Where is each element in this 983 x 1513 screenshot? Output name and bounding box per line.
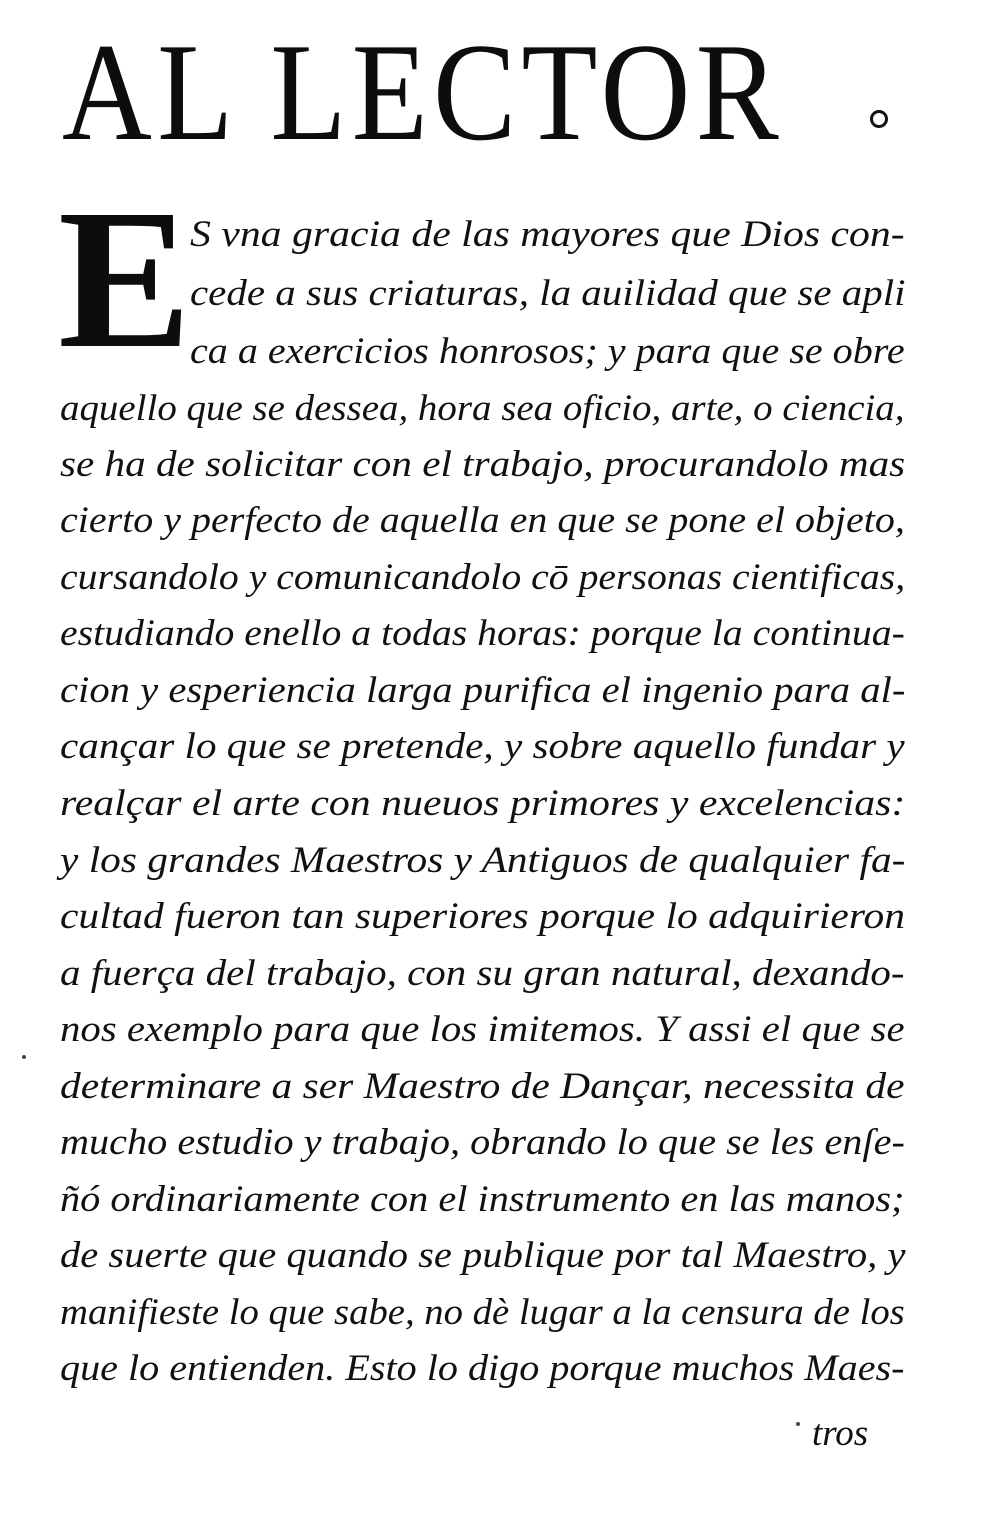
title-ornament-dot <box>870 110 888 128</box>
text-line-19: de suerte que quando se publique por tal Maestro, y <box>60 1235 906 1276</box>
page-title: AL LECTOR <box>62 15 785 170</box>
text-line-17: mucho estudio y trabajo, obrando lo que se les enſe- <box>60 1122 905 1163</box>
text-line-13: cultad fueron tan superiores porque lo adquirieron <box>60 896 905 937</box>
text-line-5: se ha de solicitar con el trabajo, procurandolo mas <box>60 444 906 485</box>
text-line-11: realçar el arte con nueuos primores y excelencias: <box>60 783 906 824</box>
print-speck <box>22 1055 26 1059</box>
text-line-9: cion y esperiencia larga purifica el ingenio para al- <box>60 670 906 711</box>
text-line-4: aquello que se dessea, hora sea oficio, arte, o ciencia, <box>60 388 905 429</box>
text-line-15: nos exemplo para que los imitemos. Y assi el que se <box>60 1009 905 1050</box>
text-line-2: cede a sus criaturas, la auilidad que se apli <box>190 273 906 314</box>
text-line-20: manifieste lo que sabe, no dè lugar a la censura de los <box>60 1292 905 1333</box>
text-line-7: cursandolo y comunicandolo cō personas cientificas, <box>60 557 906 598</box>
text-line-6: cierto y perfecto de aquella en que se pone el objeto, <box>60 500 905 541</box>
text-line-21: que lo entienden. Esto lo digo porque muchos Maes- <box>60 1348 905 1389</box>
text-line-14: a fuerça del trabajo, con su gran natural, dexando- <box>60 953 905 994</box>
print-speck <box>796 1422 800 1426</box>
text-line-18: ñó ordinariamente con el instrumento en las manos; <box>60 1179 905 1220</box>
text-line-3: ca a exercicios honrosos; y para que se obre <box>190 331 905 372</box>
text-line-12: y los grandes Maestros y Antiguos de qualquier fa- <box>60 840 906 881</box>
drop-cap: E <box>58 169 192 390</box>
text-line-8: estudiando enello a todas horas: porque la continua- <box>60 613 905 654</box>
text-line-1: S vna gracia de las mayores que Dios con- <box>190 214 905 255</box>
text-line-16: determinare a ser Maestro de Dançar, necessita de <box>60 1066 905 1107</box>
catchword: tros <box>812 1413 869 1454</box>
text-line-10: cançar lo que se pretende, y sobre aquello fundar y <box>60 726 905 767</box>
